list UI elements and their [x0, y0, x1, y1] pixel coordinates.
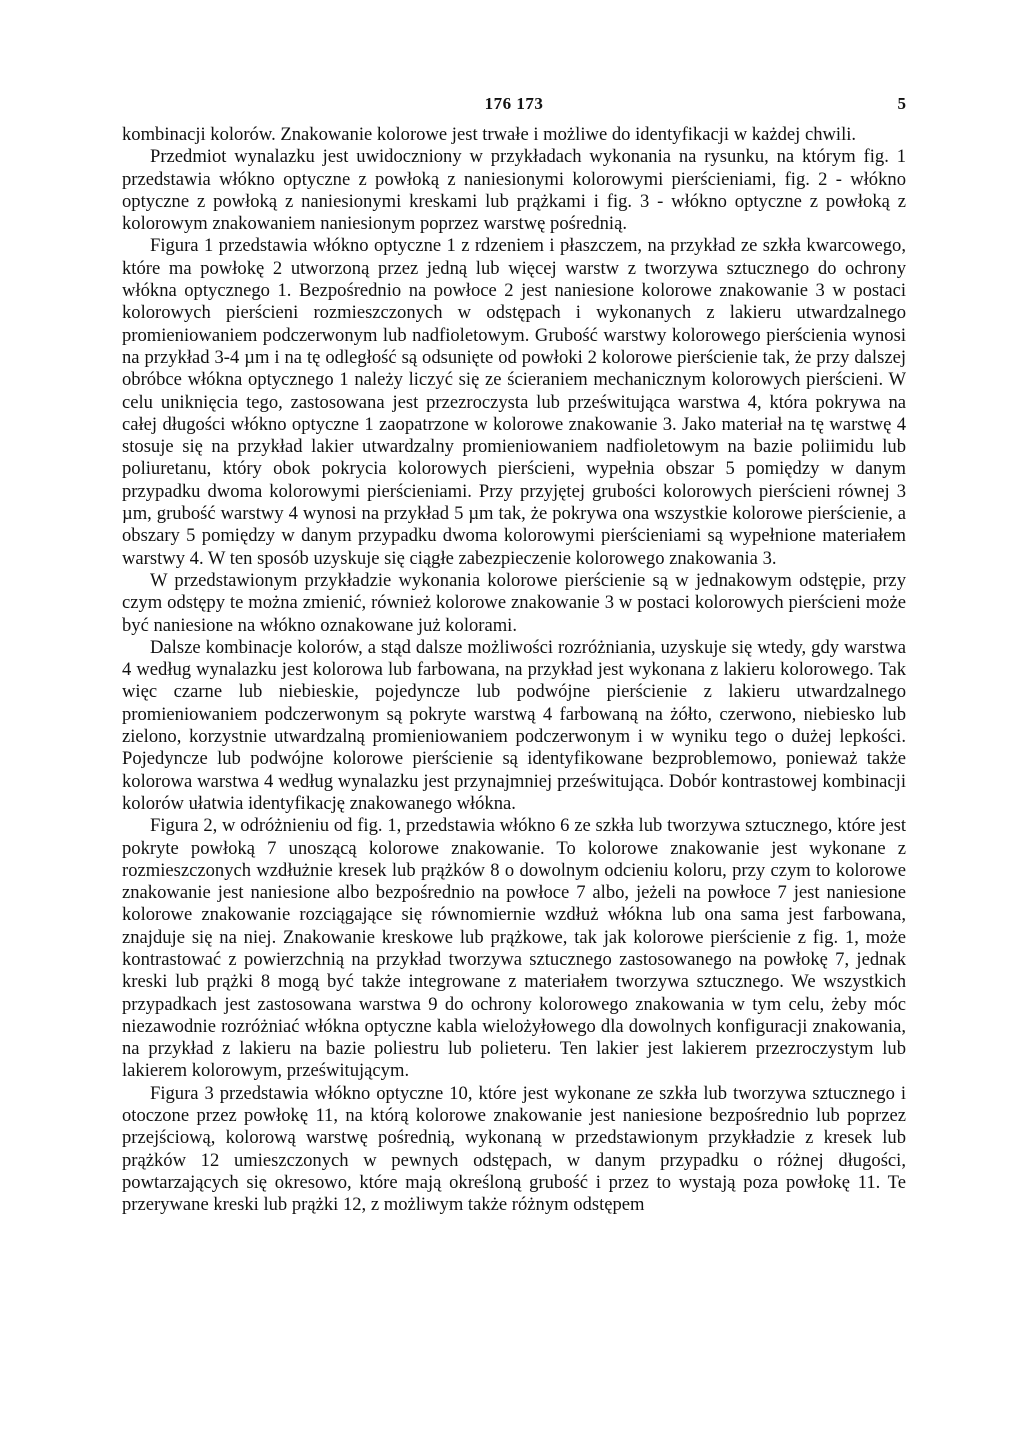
- page-header: [122, 94, 906, 124]
- page-number: 5: [897, 94, 906, 113]
- body-text: [122, 124, 906, 1217]
- document-page: [122, 94, 906, 1217]
- paragraph-figure-1: Figura 1 przedstawia włókno optyczne 1 z rdzeniem i płaszczem, na przykład ze szkła kwarcowego, które ma powłokę 2 utworzoną przez jedną lub więcej warstw z tworzywa sztucznego do ochrony włókna optycznego 1. Bezpośrednio na powłoce 2 jest naniesione kolorowe znakowanie 3 w postaci kolorowych pierścieni rozmieszczonych w odstępach i wykonanych z lakieru utwardzalnego promieniowaniem podczerwonym lub nadfioletowym. Grubość warstwy kolorowego pierścienia wynosi na przykład 3-4 µm i na tę odległość są odsunięte od powłoki 2 kolorowe pierścienie tak, że przy dalszej obróbce włókna optycznego 1 należy liczyć się ze ścieraniem mechanicznym kolorowych pierścieni. W celu uniknięcia tego, zastosowana jest przezroczysta lub prześwitująca warstwa 4, która pokrywa na całej długości włókno optyczne 1 zaopatrzone w kolorowe znakowanie 3. Jako materiał na tę warstwę 4 stosuje się na przykład lakier utwardzalny promieniowaniem nadfioletowym na bazie poliimidu lub poliuretanu, który obok pokrycia kolorowych pierścieni, wypełnia obszar 5 pomiędzy w danym przypadku dwoma kolorowymi pierścieniami. Przy przyjętej grubości kolorowych pierścieni równej 3 µm, grubość warstwy 4 wynosi na przykład 5 µm tak, że pokrywa ona wszystkie kolorowe pierścienie, a obszary 5 pomiędzy w danym przypadku dwoma kolorowymi pierścieniami są wypełnione materiałem warstwy 4. W ten sposób uzyskuje się ciągłe zabezpieczenie kolorowego znakowania 3.: [122, 235, 906, 569]
- paragraph-figure-3: Figura 3 przedstawia włókno optyczne 10, które jest wykonane ze szkła lub tworzywa sztucznego i otoczone przez powłokę 11, na którą kolorowe znakowanie jest naniesione bezpośrednio lub poprzez przejściową, kolorową warstwę pośrednią, wykonaną w przedstawionym przykładzie z kresek lub prążków 12 umieszczonych w pewnych odstępach, w danym przypadku o różnej długości, powtarzających się okresowo, które mają określoną grubość i przez to wystają poza powłokę 11. Te przerywane kreski lub prążki 12, z możliwym także różnym odstępem: [122, 1082, 906, 1216]
- paragraph-example-spacing: W przedstawionym przykładzie wykonania kolorowe pierścienie są w jednakowym odstępie, przy czym odstępy te można zmienić, również kolorowe znakowanie 3 w postaci kolorowych pierścieni może być naniesione na włókno oznakowane już kolorami.: [122, 569, 906, 636]
- patent-number: 176 173: [484, 94, 544, 113]
- paragraph-figures-intro: Przedmiot wynalazku jest uwidoczniony w przykładach wykonania na rysunku, na którym fig. 1 przedstawia włókno optyczne z powłoką z naniesionymi kolorowymi pierścieniami, fig. 2 - włókno optyczne z powłoką z naniesionymi kreskami lub prążkami i fig. 3 - włókno optyczne z powłoką z kolorowym znakowaniem naniesionym poprzez warstwę pośrednią.: [122, 146, 906, 235]
- paragraph-color-combinations: Dalsze kombinacje kolorów, a stąd dalsze możliwości rozróżniania, uzyskuje się wtedy, gdy warstwa 4 według wynalazku jest kolorowa lub farbowana, na przykład jest wykonana z lakieru kolorowego. Tak więc czarne lub niebieskie, pojedyncze lub podwójne pierścienie z lakieru utwardzalnego promieniowaniem podczerwonym są pokryte warstwą 4 farbowaną na żółto, czerwono, niebiesko lub zielono, korzystnie utwardzalną promieniowaniem podczerwonym i w wyniku tego o dużej lepkości. Pojedyncze lub podwójne kolorowe pierścienie są identyfikowane bezproblemowo, ponieważ także kolorowa warstwa 4 według wynalazku jest przynajmniej prześwitująca. Dobór kontrastowej kombinacji kolorów ułatwia identyfikację znakowanego włókna.: [122, 636, 906, 814]
- paragraph-continuation: kombinacji kolorów. Znakowanie kolorowe jest trwałe i możliwe do identyfikacji w każdej chwili.: [122, 124, 857, 145]
- paragraph-figure-2: Figura 2, w odróżnieniu od fig. 1, przedstawia włókno 6 ze szkła lub tworzywa sztucznego, które jest pokryte powłoką 7 unoszącą kolorowe znakowanie. To kolorowe znakowanie jest wykonane z rozmieszczonych wzdłużnie kresek lub prążków 8 o dowolnym odcieniu koloru, przy czym to kolorowe znakowanie jest naniesione albo bezpośrednio na powłoce 7 albo, jeżeli na powłoce 7 jest naniesione kolorowe znakowanie rozciągające się równomiernie wzdłuż włókna lub ona sama jest farbowana, znajduje się na niej. Znakowanie kreskowe lub prążkowe, tak jak kolorowe pierścienie z fig. 1, może kontrastować z powierzchnią na przykład tworzywa sztucznego zastosowanego na powłokę 7, jednak kreski lub prążki 8 mogą być także integrowane z materiałem tworzywa sztucznego. We wszystkich przypadkach jest zastosowana warstwa 9 do ochrony kolorowego znakowania w tym celu, żeby móc niezawodnie rozróżniać włókna optyczne kabla wielożyłowego dla dowolnych konfiguracji znakowania, na przykład z lakieru na bazie poliestru lub polieteru. Ten lakier jest lakierem przezroczystym lub lakierem kolorowym, prześwitującym.: [122, 815, 906, 1082]
